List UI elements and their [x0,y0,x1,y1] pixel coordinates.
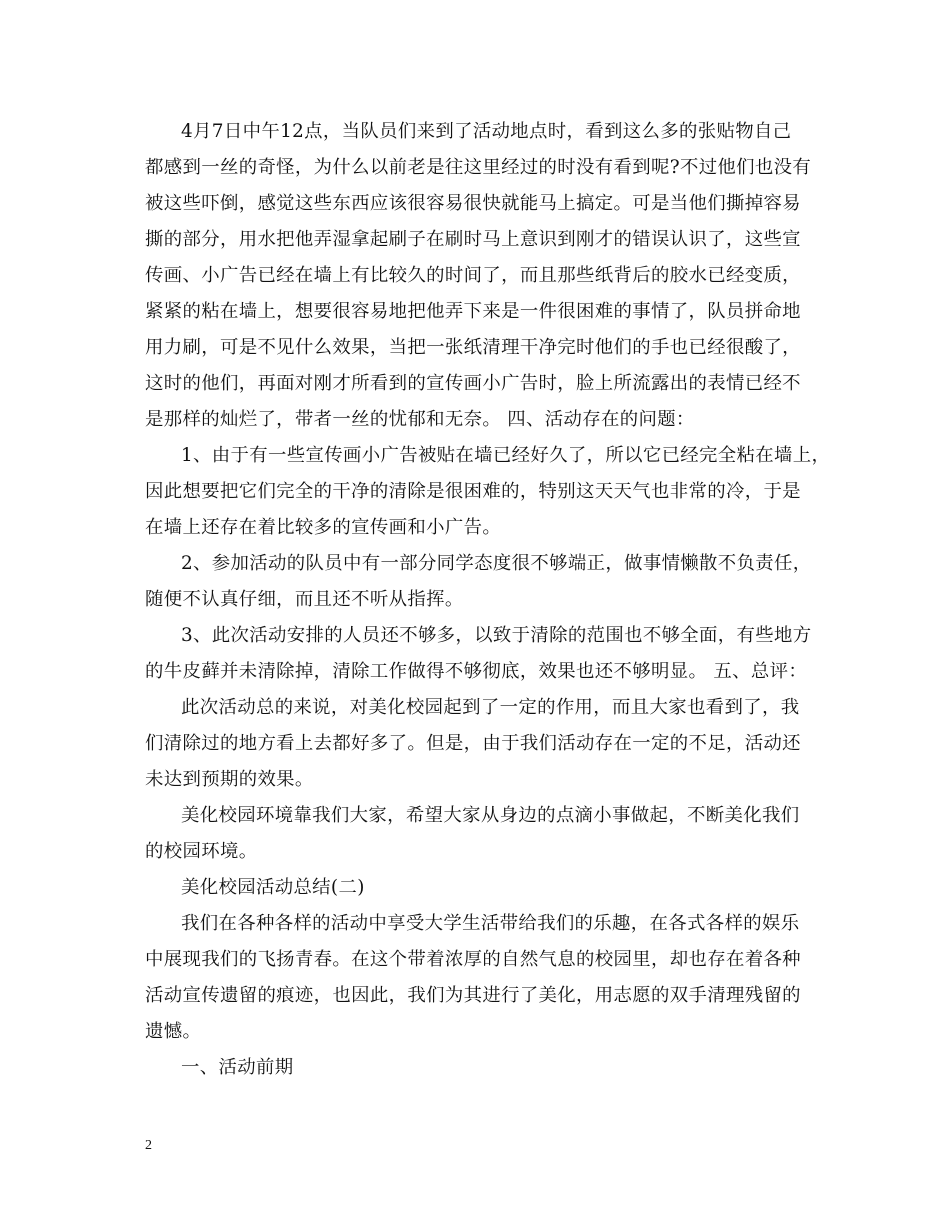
paragraph-line: 撕的部分，用水把他弄湿拿起刷子在刷时马上意识到刚才的错误认识了，这些宣 [145,229,801,250]
paragraph-line: 的校园环境。 [145,841,258,862]
paragraph-line: 活动宣传遗留的痕迹，也因此，我们为其进行了美化，用志愿的双手清理残留的 [145,985,801,1006]
paragraph-line: 的牛皮藓并未清除掉，清除工作做得不够彻底，效果也还不够明显。 五、总评： [145,661,808,682]
paragraph-line: 3、此次活动安排的人员还不够多，以致于清除的范围也不够全面，有些地方 [181,625,812,646]
paragraph-line: 们清除过的地方看上去都好多了。但是，由于我们活动存在一定的不足，活动还 [145,733,801,754]
paragraph-line: 美化校园环境靠我们大家，希望大家从身边的点滴小事做起，不断美化我们 [181,805,800,826]
paragraph-line: 此次活动总的来说，对美化校园起到了一定的作用，而且大家也看到了，我 [181,697,800,718]
paragraph-line: 用力刷，可是不见什么效果，当把一张纸清理干净完时他们的手也已经很酸了， [145,337,801,358]
paragraph-line: 是那样的灿烂了，带者一丝的忧郁和无奈。 四、活动存在的问题： [145,409,695,430]
document-body [145,114,831,1086]
paragraph-line: 这时的他们，再面对刚才所看到的宣传画小广告时，脸上所流露出的表情已经不 [145,373,801,394]
section-heading: 美化校园活动总结(二) [181,877,365,898]
paragraph-line: 被这些吓倒，感觉这些东西应该很容易很快就能马上搞定。可是当他们撕掉容易 [145,193,801,214]
paragraph-line: 我们在各种各样的活动中享受大学生活带给我们的乐趣，在各式各样的娱乐 [181,913,800,934]
paragraph-line: 在墙上还存在着比较多的宣传画和小广告。 [145,517,502,538]
paragraph-line: 传画、小广告已经在墙上有比较久的时间了，而且那些纸背后的胶水已经变质， [145,265,801,286]
paragraph-line: 1、由于有一些宣传画小广告被贴在墙已经好久了，所以它已经完全粘在墙上， [181,445,831,466]
paragraph-line: 未达到预期的效果。 [145,769,314,790]
paragraph-line: 紧紧的粘在墙上，想要很容易地把他弄下来是一件很困难的事情了，队员拼命地 [145,301,801,322]
section-heading: 一、活动前期 [181,1057,294,1078]
paragraph-line: 遗憾。 [145,1021,202,1042]
paragraph-line: 4月7日中午12点，当队员们来到了活动地点时，看到这么多的张贴物自己 [181,121,792,142]
paragraph-line: 因此想要把它们完全的干净的清除是很困难的，特别这天天气也非常的冷，于是 [145,481,801,502]
paragraph-line: 都感到一丝的奇怪，为什么以前老是往这里经过的时没有看到呢?不过他们也没有 [145,157,812,178]
page-number: 2 [145,1138,152,1153]
paragraph-line: 随便不认真仔细，而且还不听从指挥。 [145,589,464,610]
paragraph-line: 中展现我们的飞扬青春。在这个带着浓厚的自然气息的校园里，却也存在着各种 [145,949,801,970]
paragraph-line: 2、参加活动的队员中有一部分同学态度很不够端正，做事情懒散不负责任， [181,553,812,574]
